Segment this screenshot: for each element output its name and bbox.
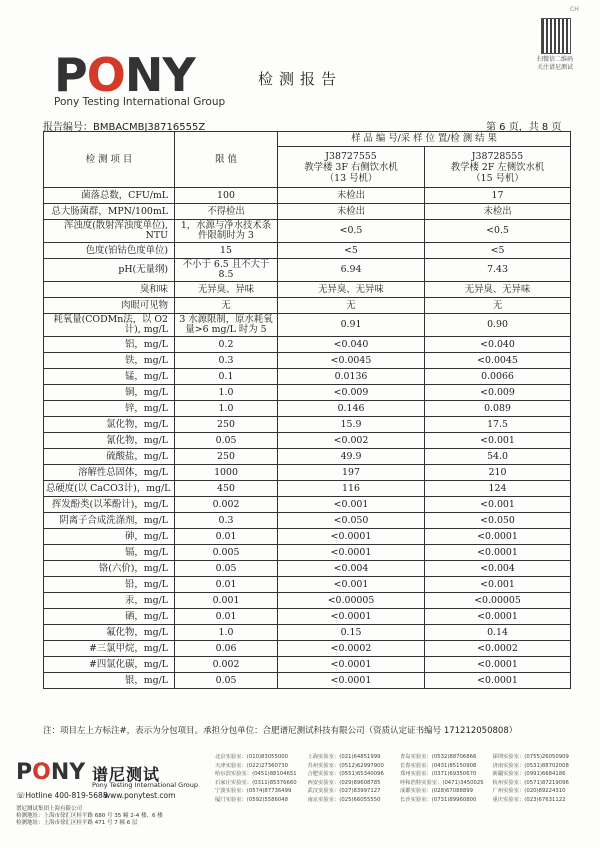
cell-limit: 1.0: [175, 385, 278, 401]
footer-company-cn: 谱尼测试: [92, 765, 161, 784]
cell-result-1: <0.040: [278, 337, 425, 353]
cell-limit: 0.01: [175, 609, 278, 625]
lab-contact: 广州实验室：(020)89224310: [492, 788, 566, 795]
cell-limit: 450: [175, 481, 278, 497]
hotline: ☏Hotline 400-819-5688: [16, 791, 108, 800]
cell-item: 耗氧量(CODMn法，以 O2计), mg/L: [44, 314, 175, 337]
cell-item: 菌落总数，CFU/mL: [44, 188, 175, 204]
cell-result-2: <0.0001: [425, 609, 571, 625]
lab-contact: 南京实验室：(025)66055550: [307, 796, 381, 803]
cell-limit: 无: [175, 298, 278, 314]
lab-contact: 天津实验室：(022)27360730: [215, 762, 288, 769]
lab-contact: 上海实验室：(021)64851999: [307, 754, 381, 760]
cell-limit: 1.0: [175, 401, 278, 417]
cell-limit: 0.01: [175, 529, 278, 545]
cell-item: 锰，mg/L: [44, 369, 175, 385]
cell-limit: 0.002: [175, 497, 278, 513]
logo-subtitle: Pony Testing International Group: [54, 96, 226, 108]
table-row: [44, 561, 571, 577]
page-code: CH: [570, 6, 579, 13]
pony-logo: PONY: [54, 48, 195, 102]
cell-result-2: <0.0002: [425, 641, 571, 657]
cell-limit: 250: [175, 417, 278, 433]
cell-result-1: <0.0045: [278, 353, 425, 369]
cell-result-2: 17.5: [425, 417, 571, 433]
table-row: [44, 220, 571, 243]
cell-result-2: <0.0001: [425, 529, 571, 545]
cell-item: 铝，mg/L: [44, 337, 175, 353]
qr-code-icon: [541, 18, 571, 54]
cell-limit: 0.06: [175, 641, 278, 657]
table-row: [44, 545, 571, 561]
footer-logo: PONY: [16, 760, 86, 785]
cell-result-2: <0.0001: [425, 673, 571, 689]
cell-result-2: 7.43: [425, 259, 571, 282]
cell-limit: 100: [175, 188, 278, 204]
cell-limit: 3 水源限制，原水耗氧量>6 mg/L 时为 5: [175, 314, 278, 337]
cell-result-1: <0.009: [278, 385, 425, 401]
lab-contact: 北京实验室：(010)83055000: [215, 754, 288, 760]
lab-contact: 哈尔滨实验室：(0451)88104651: [215, 771, 297, 778]
cell-item: 挥发酚类(以苯酚计)，mg/L: [44, 497, 175, 513]
cell-result-1: 0.91: [278, 314, 425, 337]
lab-contact: 济南实验室：(0531)88702008: [492, 762, 569, 769]
header-sample-2: J38728555 教学楼 2F 左侧饮水机 （15 号机）: [425, 147, 571, 188]
cell-result-1: <0.050: [278, 513, 425, 529]
cell-result-1: 0.0136: [278, 369, 425, 385]
cell-result-1: <0.0001: [278, 545, 425, 561]
lab-contact: 宁波实验室：(0574)87736499: [215, 788, 292, 795]
report-title: 检测报告: [258, 70, 343, 88]
website-link[interactable]: www.ponytest.com: [104, 791, 176, 800]
table-row: [44, 449, 571, 465]
table-row: [44, 513, 571, 529]
cell-result-1: <0.0001: [278, 609, 425, 625]
cell-item: 镉，mg/L: [44, 545, 175, 561]
cell-result-1: <0.00005: [278, 593, 425, 609]
lab-contact: 武汉实验室：(027)83997127: [307, 788, 381, 795]
cell-item: 汞，mg/L: [44, 593, 175, 609]
cell-result-2: 0.14: [425, 625, 571, 641]
cell-limit: 不得检出: [175, 204, 278, 220]
header-group: 样 品 编 号/采 样 位 置/检 测 结 果: [278, 132, 571, 147]
lab-contact: 深圳实验室：(0755)26050909: [492, 754, 569, 760]
cell-limit: 0.2: [175, 337, 278, 353]
cell-result-2: <0.050: [425, 513, 571, 529]
lab-contact: 呼和浩特实验室：(0471)3450025: [400, 779, 484, 786]
table-row: [44, 282, 571, 298]
cell-item: 肉眼可见物: [44, 298, 175, 314]
cell-result-1: 0.15: [278, 625, 425, 641]
qr-caption: 扫微信二维码 关注谱尼测试: [536, 56, 573, 71]
cell-result-2: <0.00005: [425, 593, 571, 609]
cell-result-1: <0.0001: [278, 529, 425, 545]
cell-item: #三氯甲烷，mg/L: [44, 641, 175, 657]
table-row: [44, 609, 571, 625]
table-row: [44, 401, 571, 417]
cell-item: 总硬度(以 CaCO3计)，mg/L: [44, 481, 175, 497]
cell-result-2: 124: [425, 481, 571, 497]
cell-limit: 15: [175, 243, 278, 259]
cell-limit: 0.01: [175, 577, 278, 593]
cell-item: #四氯化碳，mg/L: [44, 657, 175, 673]
cell-result-2: 17: [425, 188, 571, 204]
header-limit: 限 值: [175, 132, 278, 188]
cell-result-2: <0.0001: [425, 657, 571, 673]
cell-result-1: <0.002: [278, 433, 425, 449]
header-item: 检 测 项 目: [44, 132, 175, 188]
cell-item: 氯化物，mg/L: [44, 417, 175, 433]
cell-result-2: 无异臭、无异味: [425, 282, 571, 298]
cell-item: 铜，mg/L: [44, 385, 175, 401]
cell-result-1: 未检出: [278, 204, 425, 220]
table-row: [44, 369, 571, 385]
cell-result-1: 116: [278, 481, 425, 497]
cell-result-2: <0.0001: [425, 545, 571, 561]
address-block: 谱尼测试集团上海有限公司 检测地址：上海市徐汇区桂平路 680 号 35 幢 2-4 楼、6 楼 检测地址：上海市徐汇区桂平路 471 号 7 幢 6 层: [16, 806, 163, 826]
cell-item: 银，mg/L: [44, 673, 175, 689]
table-row: [44, 465, 571, 481]
cell-result-1: 0.146: [278, 401, 425, 417]
cell-result-1: 197: [278, 465, 425, 481]
table-row: [44, 243, 571, 259]
table-row: [44, 529, 571, 545]
cell-result-2: <0.001: [425, 577, 571, 593]
cell-result-2: <5: [425, 243, 571, 259]
table-row: [44, 337, 571, 353]
cell-limit: 0.002: [175, 657, 278, 673]
report-number: 报告编号：BMBACMBJ38716555Z: [43, 122, 206, 133]
lab-contact: 杭州实验室：(0571)87219096: [492, 779, 569, 786]
cell-limit: 1.0: [175, 625, 278, 641]
lab-contact: 长春实验室：(0431)85150908: [400, 762, 477, 769]
cell-limit: 0.3: [175, 353, 278, 369]
lab-contact-list: [215, 754, 585, 805]
cell-limit: 0.001: [175, 593, 278, 609]
lab-contact: 长沙实验室：(0731)89960800: [400, 796, 477, 803]
page-number: 第 6 页，共 8 页: [486, 122, 562, 133]
cell-result-2: 无: [425, 298, 571, 314]
cell-result-1: 49.9: [278, 449, 425, 465]
cell-item: 锌，mg/L: [44, 401, 175, 417]
cell-limit: 0.1: [175, 369, 278, 385]
cell-item: 砷，mg/L: [44, 529, 175, 545]
table-row: [44, 497, 571, 513]
cell-limit: 0.05: [175, 433, 278, 449]
cell-item: 溶解性总固体，mg/L: [44, 465, 175, 481]
lab-contact: 合肥实验室：(0551)65340096: [307, 771, 384, 778]
cell-limit: 0.05: [175, 561, 278, 577]
cell-result-2: <0.004: [425, 561, 571, 577]
table-row: [44, 353, 571, 369]
lab-contact: 成都实验室：(028)67088899: [400, 788, 473, 795]
cell-limit: 无异臭、异味: [175, 282, 278, 298]
cell-result-1: 无异臭、无异味: [278, 282, 425, 298]
cell-item: 浑浊度(散射浑浊度单位), NTU: [44, 220, 175, 243]
cell-item: 氟化物，mg/L: [44, 625, 175, 641]
cell-result-2: <0.040: [425, 337, 571, 353]
cell-result-2: 0.089: [425, 401, 571, 417]
cell-result-2: 0.0066: [425, 369, 571, 385]
cell-item: 总大肠菌群，MPN/100mL: [44, 204, 175, 220]
cell-result-2: 0.90: [425, 314, 571, 337]
table-row: [44, 314, 571, 337]
cell-result-1: <0.0001: [278, 657, 425, 673]
cell-item: pH(无量纲): [44, 259, 175, 282]
footnote: 注：项目左上方标注#，表示为分包项目。承担分包单位：合肥谱尼测试科技有限公司（资质认定证书编号 171212050808）: [43, 726, 518, 736]
cell-result-2: <0.009: [425, 385, 571, 401]
results-table: [43, 131, 571, 689]
cell-item: 铬(六价)，mg/L: [44, 561, 175, 577]
cell-limit: 0.005: [175, 545, 278, 561]
table-row: [44, 188, 571, 204]
header-sample-1: J38727555 教学楼 3F 右侧饮水机 （13 号机）: [278, 147, 425, 188]
cell-result-1: <0.001: [278, 497, 425, 513]
cell-result-1: 6.94: [278, 259, 425, 282]
cell-limit: 0.3: [175, 513, 278, 529]
cell-result-2: 54.0: [425, 449, 571, 465]
lab-contact: 石家庄实验室：(0311)85376660: [215, 779, 297, 786]
cell-result-2: 210: [425, 465, 571, 481]
table-row: [44, 625, 571, 641]
cell-limit: 250: [175, 449, 278, 465]
cell-item: 硒，mg/L: [44, 609, 175, 625]
cell-result-2: <0.5: [425, 220, 571, 243]
table-row: [44, 481, 571, 497]
cell-result-1: <5: [278, 243, 425, 259]
table-row: [44, 298, 571, 314]
cell-result-1: <0.001: [278, 577, 425, 593]
cell-item: 铁，mg/L: [44, 353, 175, 369]
cell-result-1: 未检出: [278, 188, 425, 204]
lab-contact: 郑州实验室：(0371)69350670: [400, 771, 477, 778]
table-row: [44, 417, 571, 433]
lab-contact: 重庆实验室：(023)67631122: [492, 796, 566, 803]
lab-contact: 新疆实验室：(0991)6684186: [492, 771, 566, 778]
table-row: [44, 593, 571, 609]
table-row: [44, 204, 571, 220]
lab-contact: 西安实验室：(029)89608785: [307, 779, 381, 786]
cell-result-1: 15.9: [278, 417, 425, 433]
cell-result-2: <0.0045: [425, 353, 571, 369]
cell-result-2: <0.001: [425, 433, 571, 449]
cell-result-1: <0.0001: [278, 673, 425, 689]
cell-limit: 1000: [175, 465, 278, 481]
cell-item: 色度(铂钴色度单位): [44, 243, 175, 259]
cell-result-1: 无: [278, 298, 425, 314]
table-row: [44, 385, 571, 401]
cell-result-1: <0.0002: [278, 641, 425, 657]
cell-item: 硫酸盐，mg/L: [44, 449, 175, 465]
cell-result-2: 未检出: [425, 204, 571, 220]
cell-limit: 不小于 6.5 且不大于 8.5: [175, 259, 278, 282]
cell-result-1: <0.5: [278, 220, 425, 243]
cell-item: 氰化物，mg/L: [44, 433, 175, 449]
table-row: [44, 259, 571, 282]
table-row: [44, 577, 571, 593]
table-row: [44, 641, 571, 657]
cell-item: 阴离子合成洗涤剂，mg/L: [44, 513, 175, 529]
cell-item: 铅，mg/L: [44, 577, 175, 593]
table-row: [44, 433, 571, 449]
lab-contact: 青岛实验室：(0532)88706866: [400, 754, 477, 760]
lab-contact: 厦门实验室：(0592)5586048: [215, 796, 288, 803]
cell-result-2: <0.001: [425, 497, 571, 513]
table-row: [44, 657, 571, 673]
cell-limit: 0.05: [175, 673, 278, 689]
footer-company-en: Pony Testing International Group: [92, 781, 198, 789]
cell-item: 臭和味: [44, 282, 175, 298]
table-row: [44, 673, 571, 689]
cell-result-1: <0.004: [278, 561, 425, 577]
cell-limit: 1，水源与净水技术条件限制时为 3: [175, 220, 278, 243]
lab-contact: 苏州实验室：(0512)62997900: [307, 762, 384, 769]
